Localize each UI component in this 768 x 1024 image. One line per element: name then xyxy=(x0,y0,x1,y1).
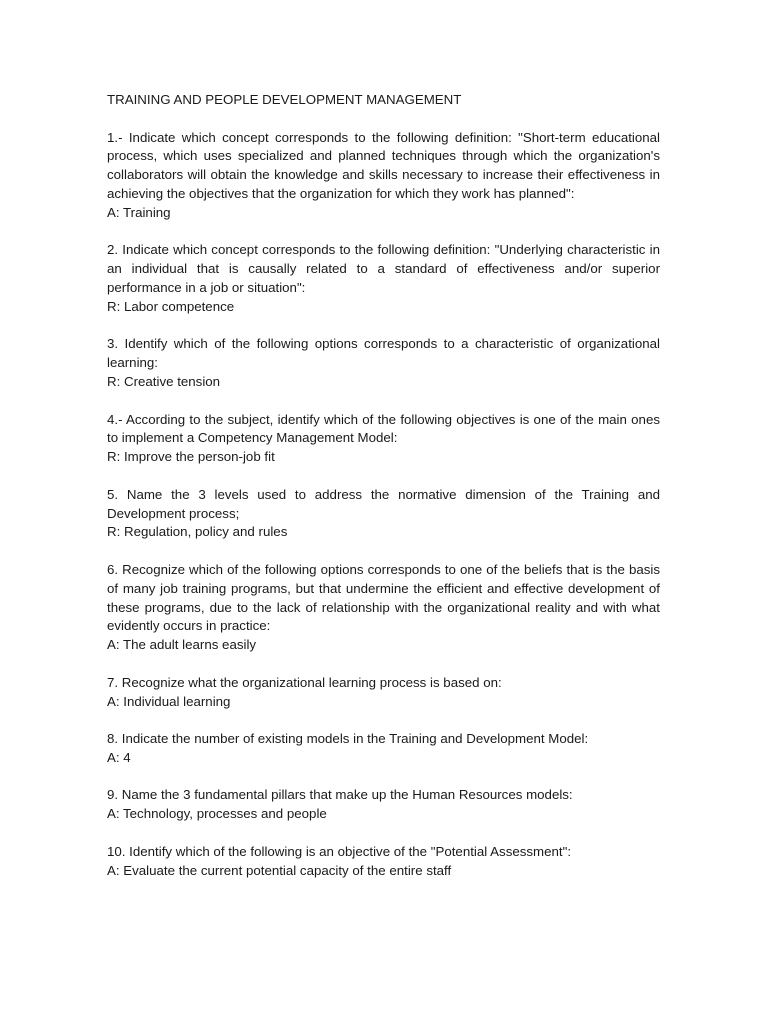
qa-item-8 xyxy=(107,730,660,768)
answer-text: A: Individual learning xyxy=(107,693,231,709)
question-text: 8. Indicate the number of existing models in the Training and Development Model: xyxy=(107,731,589,747)
question-text: 3. Identify which of the following options corresponds to a characteristic of organizational learning: xyxy=(107,336,660,371)
document-title: TRAINING AND PEOPLE DEVELOPMENT MANAGEMENT xyxy=(107,92,462,107)
qa-item-9 xyxy=(107,786,660,824)
answer-text: R: Improve the person-job fit xyxy=(107,449,275,465)
qa-item-2 xyxy=(107,241,660,316)
qa-item-7 xyxy=(107,674,660,712)
question-text: 9. Name the 3 fundamental pillars that make up the Human Resources models: xyxy=(107,787,573,803)
document-page xyxy=(107,91,660,899)
question-text: 2. Indicate which concept corresponds to the following definition: "Underlying characteristic in an individual that is causally related to a standard of effectiveness and/or superior performance in a job or situation": xyxy=(107,242,660,295)
qa-item-3 xyxy=(107,335,660,391)
answer-text: A: Training xyxy=(107,204,171,220)
question-text: 6. Recognize which of the following options corresponds to one of the beliefs that is the basis of many job training programs, but that undermine the efficient and effective development of these programs, due to the lack of relationship with the organizational reality and with what evidently occurs in practice: xyxy=(107,561,660,634)
answer-text: R: Creative tension xyxy=(107,373,221,389)
answer-text: R: Labor competence xyxy=(107,298,235,314)
question-text: 1.- Indicate which concept corresponds to the following definition: "Short-term educational process, which uses specialized and planned techniques through which the organization's collaborators will obtain the knowledge and skills necessary to increase their effectiveness in achieving the objectives that the organization for which they work has planned": xyxy=(107,129,660,201)
qa-item-10 xyxy=(107,843,660,881)
answer-text: A: Technology, processes and people xyxy=(107,806,327,822)
qa-item-6 xyxy=(107,561,660,655)
question-text: 5. Name the 3 levels used to address the normative dimension of the Training and Development process; xyxy=(107,486,660,521)
qa-item-5 xyxy=(107,486,660,542)
question-text: 10. Identify which of the following is an objective of the "Potential Assessment": xyxy=(107,843,572,859)
qa-item-1 xyxy=(107,129,660,223)
answer-text: A: 4 xyxy=(107,749,131,765)
question-text: 7. Recognize what the organizational learning process is based on: xyxy=(107,674,502,690)
answer-text: A: Evaluate the current potential capacity of the entire staff xyxy=(107,862,452,878)
question-text: 4.- According to the subject, identify which of the following objectives is one of the main ones to implement a Competency Management Model: xyxy=(107,411,660,446)
qa-item-4 xyxy=(107,411,660,467)
answer-text: R: Regulation, policy and rules xyxy=(107,524,288,540)
answer-text: A: The adult learns easily xyxy=(107,637,257,653)
